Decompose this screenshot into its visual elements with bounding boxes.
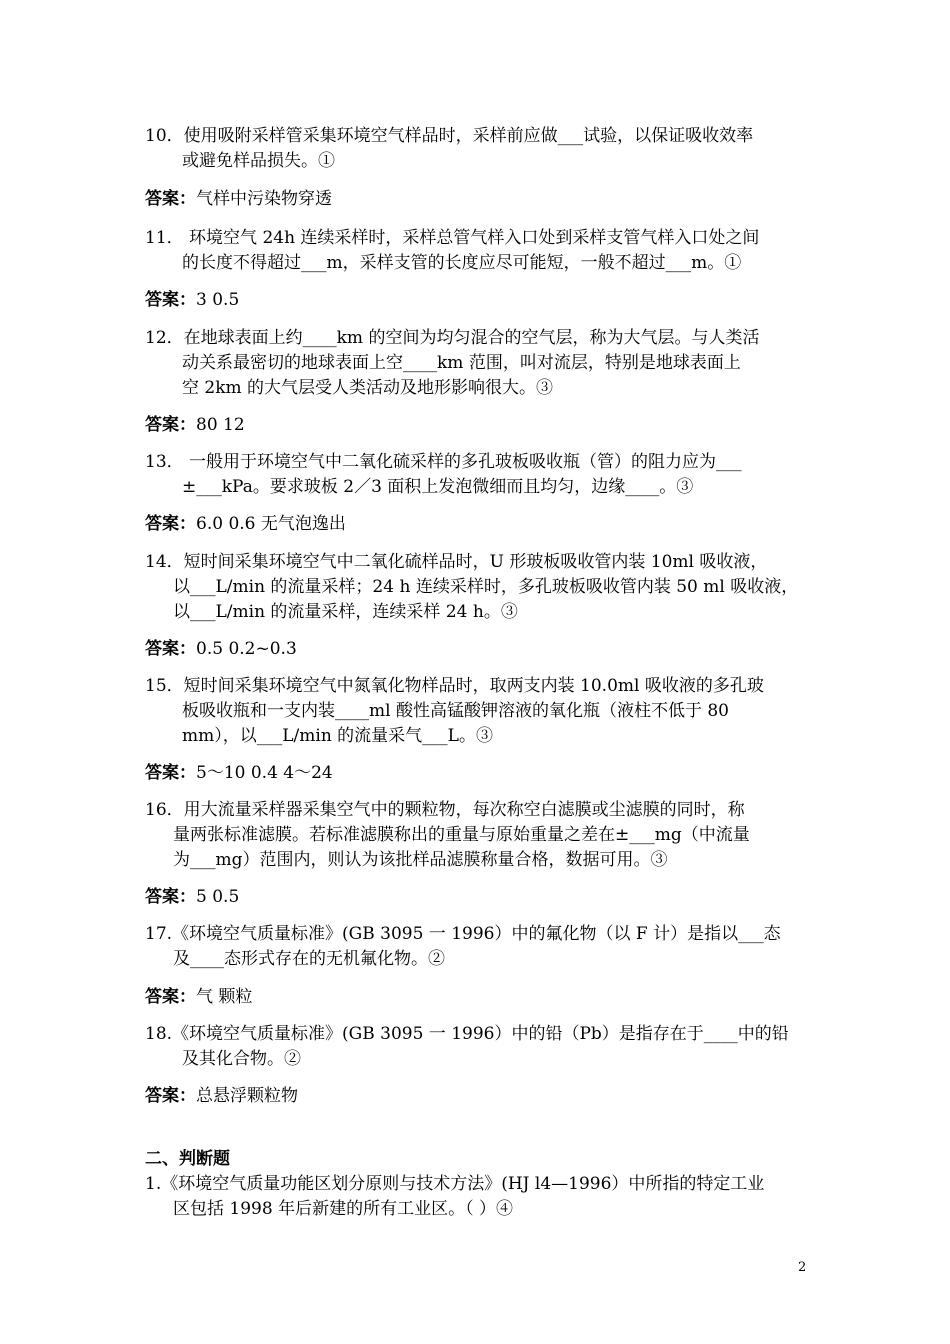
answer-label: 答案：	[145, 290, 196, 310]
answer-value: 80 12	[196, 415, 245, 435]
answer-value: 气 颗粒	[196, 987, 253, 1007]
question-16	[145, 798, 825, 873]
answer-15	[145, 761, 333, 786]
answer-12	[145, 413, 245, 438]
question-line: 1.《环境空气质量功能区划分原则与技术方法》(HJ l4—1996）中所指的特定工业	[145, 1174, 765, 1194]
question-line: 以___L/min 的流量采样；24 h 连续采样时，多孔玻板吸收管内装 50 ml 吸收液，	[173, 577, 799, 597]
question-17	[145, 922, 825, 972]
question-12	[145, 326, 825, 401]
answer-13	[145, 512, 346, 537]
answer-18	[145, 1084, 298, 1109]
answer-label: 答案：	[145, 887, 196, 907]
question-line: 13． 一般用于环境空气中二氧化硫采样的多孔玻板吸收瓶（管）的阻力应为___	[145, 452, 742, 472]
answer-label: 答案：	[145, 415, 196, 435]
answer-label: 答案：	[145, 987, 196, 1007]
question-line: 11． 环境空气 24h 连续采样时，采样总管气样入口处到采样支管气样入口处之间	[145, 228, 760, 248]
question-line: mm），以___L/min 的流量采气___L。③	[182, 726, 493, 746]
answer-14	[145, 637, 297, 662]
question-line: 区包括 1998 年后新建的所有工业区。（ ）④	[173, 1199, 513, 1219]
answer-value: 5 0.5	[196, 887, 240, 907]
answer-label: 答案：	[145, 189, 196, 209]
question-13	[145, 450, 825, 500]
true-false-question-1	[145, 1172, 825, 1222]
question-line: 空 2km 的大气层受人类活动及地形影响很大。③	[182, 378, 554, 398]
answer-value: 3 0.5	[196, 290, 240, 310]
answer-value: 6.0 0.6 无气泡逸出	[196, 514, 346, 534]
question-line: 为___mg）范围内，则认为该批样品滤膜称量合格，数据可用。③	[173, 850, 668, 870]
question-11	[145, 226, 825, 276]
answer-16	[145, 885, 239, 910]
question-line: 量两张标准滤膜。若标准滤膜称出的重量与原始重量之差在±___mg（中流量	[173, 825, 750, 845]
answer-label: 答案：	[145, 1086, 196, 1106]
question-line: 14．短时间采集环境空气中二氧化硫样品时，U 形玻板吸收管内装 10ml 吸收液，	[145, 552, 768, 572]
section-title: 二、判断题	[145, 1149, 230, 1169]
question-line: 动关系最密切的地球表面上空____km 范围，叫对流层，特别是地球表面上	[182, 353, 741, 373]
answer-label: 答案：	[145, 763, 196, 783]
question-18	[145, 1022, 825, 1072]
question-line: 17.《环境空气质量标准》(GB 3095 一 1996）中的氟化物（以 F 计）是指以___态	[145, 924, 781, 944]
question-line: 18.《环境空气质量标准》(GB 3095 一 1996）中的铅（Pb）是指存在于____中的铅	[145, 1024, 789, 1044]
answer-label: 答案：	[145, 639, 196, 659]
answer-10	[145, 187, 332, 212]
question-line: 12．在地球表面上约____km 的空间为均匀混合的空气层，称为大气层。与人类活	[145, 328, 760, 348]
answer-value: 气样中污染物穿透	[196, 189, 332, 209]
question-line: 的长度不得超过___m，采样支管的长度应尽可能短，一般不超过___m。①	[182, 253, 742, 273]
question-line: 16．用大流量采样器采集空气中的颗粒物，每次称空白滤膜或尘滤膜的同时，称	[145, 800, 745, 820]
question-14	[145, 550, 825, 625]
question-line: ±___kPa。要求玻板 2／3 面积上发泡微细而且均匀，边缘____。③	[182, 477, 694, 497]
answer-11	[145, 288, 239, 313]
answer-value: 0.5 0.2~0.3	[196, 639, 297, 659]
question-line: 及____态形式存在的无机氟化物。②	[173, 949, 445, 969]
question-line: 15．短时间采集环境空气中氮氧化物样品时，取两支内装 10.0ml 吸收液的多孔玻	[145, 676, 764, 696]
answer-value: 5～10 0.4 4～24	[196, 763, 333, 783]
question-line: 以___L/min 的流量采样，连续采样 24 h。③	[173, 602, 518, 622]
question-15	[145, 674, 825, 749]
question-line: 10．使用吸附采样管采集环境空气样品时，采样前应做___试验，以保证吸收效率	[145, 126, 754, 146]
answer-17	[145, 985, 252, 1010]
answer-value: 总悬浮颗粒物	[196, 1086, 298, 1106]
page-number: 2	[798, 1260, 807, 1275]
question-10	[145, 124, 825, 174]
question-line: 及其化合物。②	[182, 1049, 301, 1069]
question-line: 板吸收瓶和一支内装____ml 酸性高锰酸钾溶液的氧化瓶（液柱不低于 80	[182, 701, 729, 721]
answer-label: 答案：	[145, 514, 196, 534]
question-line: 或避免样品损失。①	[182, 151, 335, 171]
